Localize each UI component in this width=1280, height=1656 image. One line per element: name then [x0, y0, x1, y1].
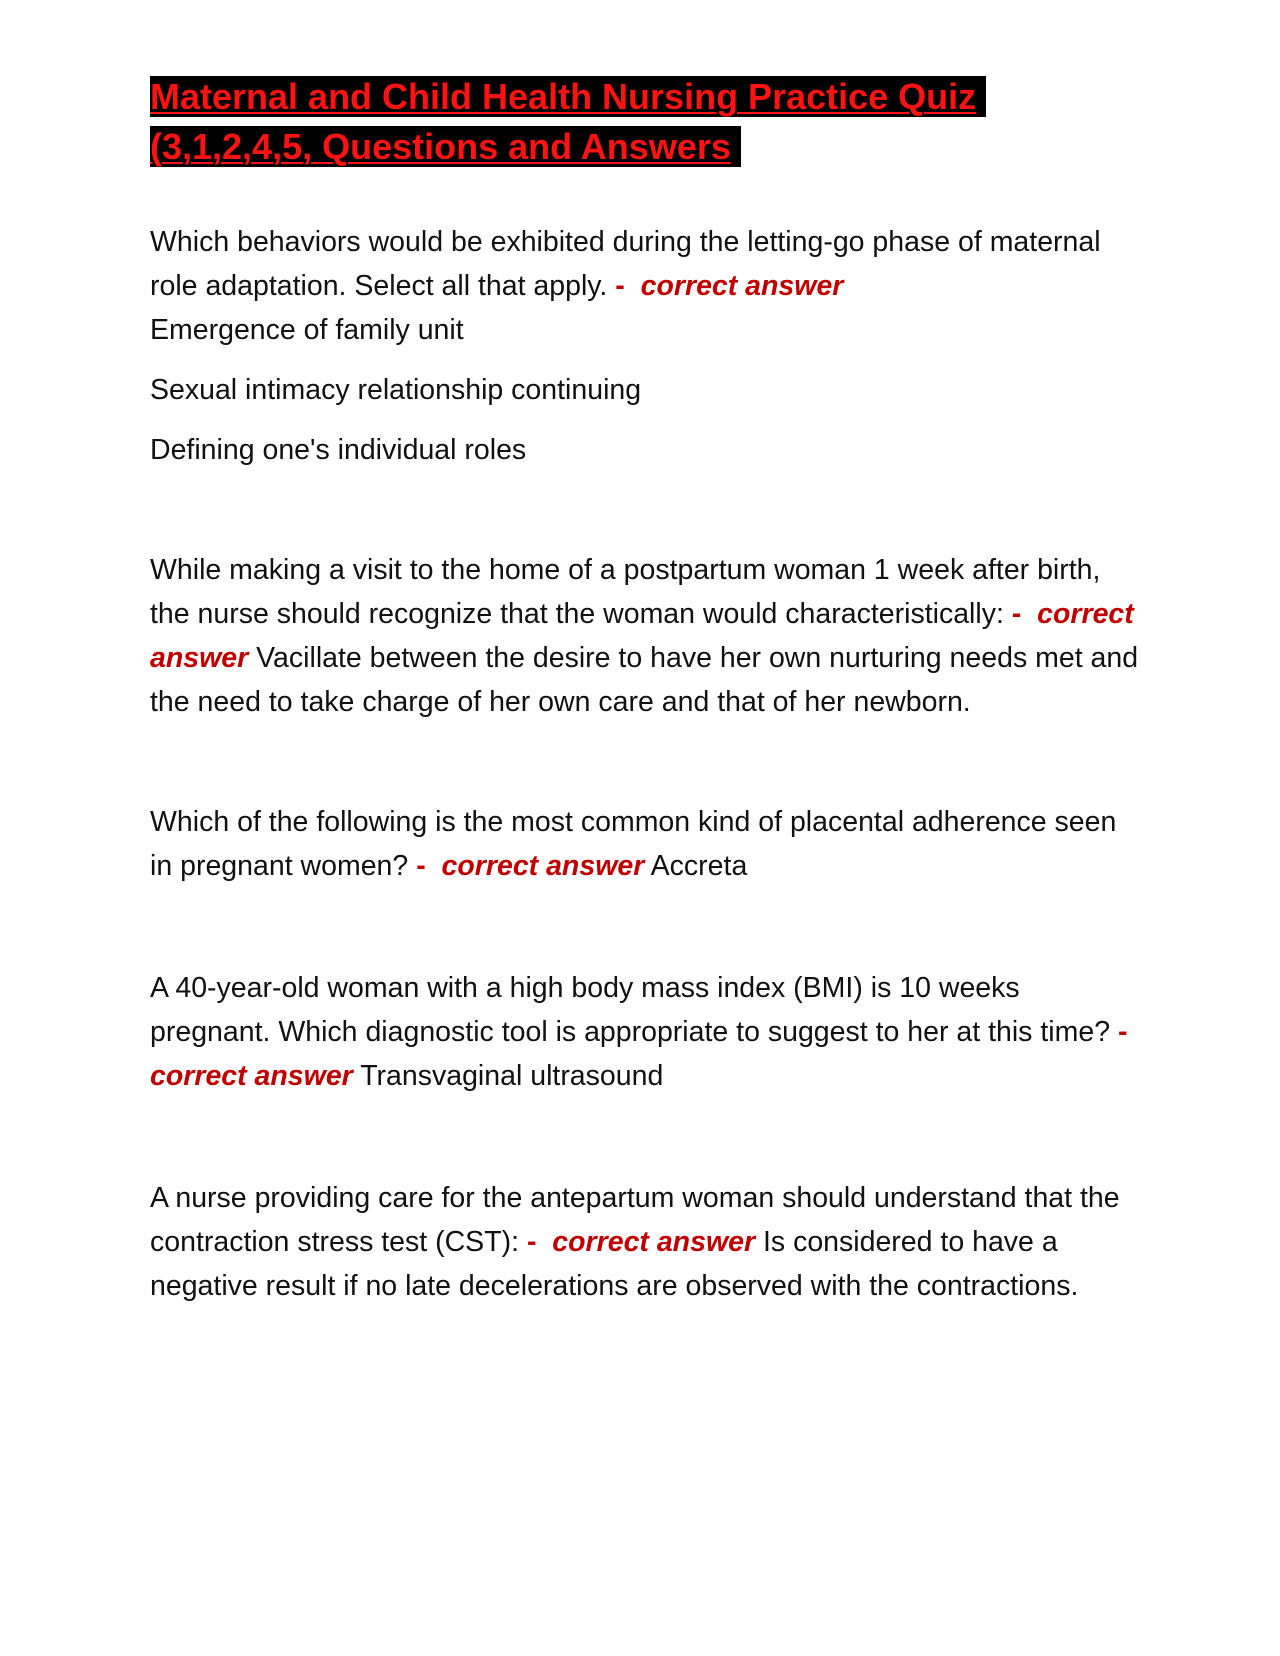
- answer-separator: -: [416, 850, 426, 882]
- question-text: Which of the following is the most common kind of placental adherence seen in pregnant women?: [150, 806, 1117, 882]
- correct-answer-label: correct answer: [640, 270, 844, 302]
- answer-text: Transvaginal ultrasound: [360, 1060, 664, 1092]
- correct-answer-label: correct answer: [441, 850, 645, 882]
- correct-answer-label: correct answer: [150, 598, 1134, 674]
- question-text: A 40-year-old woman with a high body mass index (BMI) is 10 weeks pregnant. Which diagnostic tool is appropriate to suggest to her at this time?: [150, 972, 1111, 1048]
- title-line-2: (3,1,2,4,5, Questions and Answers: [150, 126, 741, 167]
- correct-answer-label: correct answer: [552, 1226, 756, 1258]
- answer-separator: -: [526, 1226, 537, 1258]
- question-text: While making a visit to the home of a postpartum woman 1 week after birth, the nurse should recognize that the woman would characteristically:: [150, 554, 1101, 630]
- answer-separator: -: [615, 270, 625, 302]
- answer-text: Accreta: [650, 850, 748, 882]
- question-item-5: [150, 1176, 1140, 1308]
- answer-text: Emergence of family unit: [150, 314, 464, 346]
- question-item-1: [150, 220, 1140, 352]
- title-line-1: Maternal and Child Health Nursing Practice Quiz: [150, 76, 986, 117]
- question-item-3: [150, 800, 1140, 888]
- question-item-4: [150, 966, 1140, 1098]
- document-page: [150, 72, 1140, 1308]
- correct-answer-label: correct answer: [150, 1060, 353, 1092]
- document-title: [150, 72, 1140, 172]
- answer-text: Vacillate between the desire to have her own nurturing needs met and the need to take charge of her own care and that of her newborn.: [150, 642, 1139, 718]
- question-item-2: [150, 548, 1140, 724]
- answer-option: Sexual intimacy relationship continuing: [150, 374, 642, 406]
- question-text: A nurse providing care for the antepartum woman should understand that the contraction stress test (CST):: [150, 1182, 1120, 1258]
- question-text: Which behaviors would be exhibited during the letting-go phase of maternal role adaptation. Select all that apply.: [150, 226, 1101, 302]
- answer-text: Is considered to have a negative result if no late decelerations are observed with the contractions.: [150, 1226, 1079, 1302]
- answer-option: Defining one's individual roles: [150, 434, 527, 466]
- answer-separator: -: [1117, 1016, 1128, 1048]
- answer-separator: -: [1011, 598, 1022, 630]
